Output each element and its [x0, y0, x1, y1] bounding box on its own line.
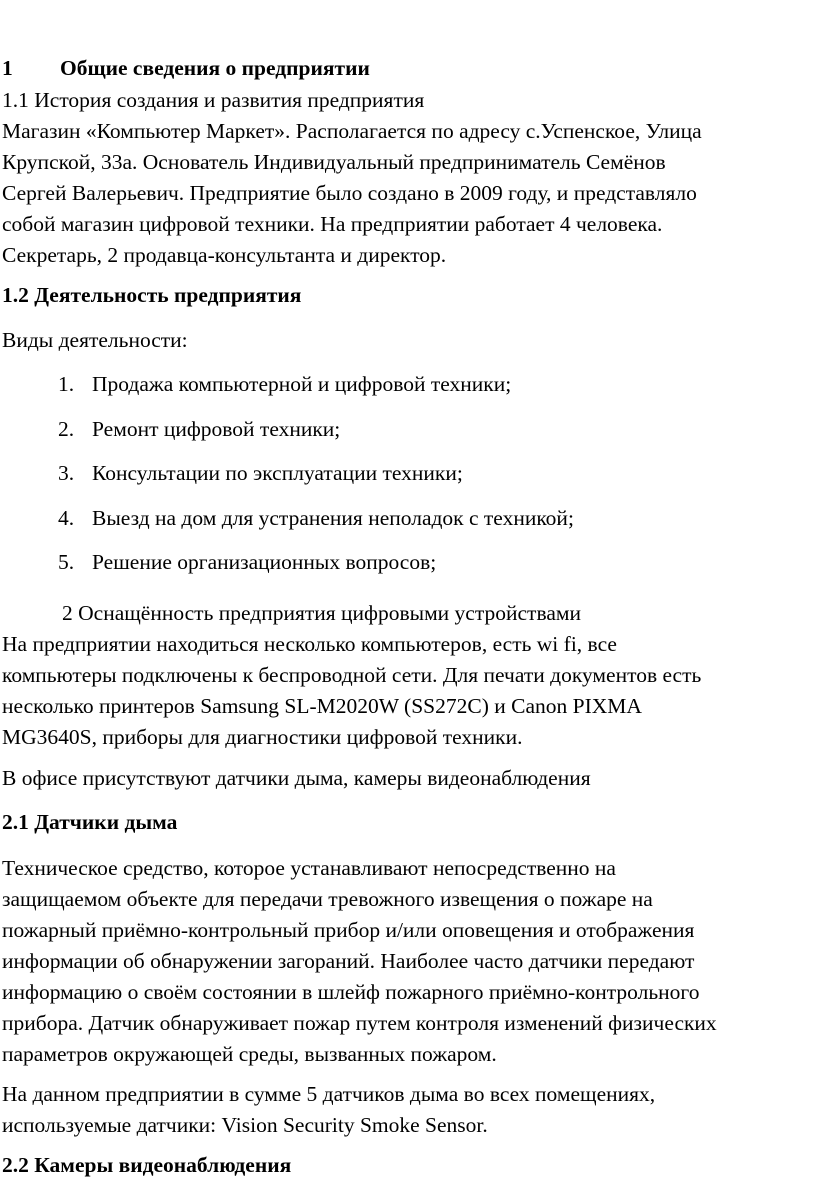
history-line: Магазин «Компьютер Маркет». Располагается по адресу с.Успенское, Улица — [2, 119, 702, 143]
list-item — [58, 458, 574, 503]
list-item-text: Продажа компьютерной и цифровой техники; — [92, 372, 512, 396]
smoke-line: информации об обнаружении загораний. Наиболее часто датчики передают — [2, 949, 695, 973]
history-paragraph — [2, 116, 814, 271]
history-line: Сергей Валерьевич. Предприятие было создано в 2009 году, и представляло — [2, 181, 697, 205]
equipment-line: На предприятии находиться несколько компьютеров, есть wi fi, все — [2, 632, 617, 656]
list-item — [58, 369, 574, 414]
smoke-line: Техническое средство, которое устанавливают непосредственно на — [2, 856, 616, 880]
equipment-line: MG3640S, приборы для диагностики цифровой техники. — [2, 725, 523, 749]
section-2-1-heading: 2.1 Датчики дыма — [2, 810, 178, 834]
list-item-number: 1. — [58, 372, 75, 396]
list-item-text: Консультации по эксплуатации техники; — [92, 461, 463, 485]
section-1-1-title: 1.1 История создания и развития предприятия — [2, 88, 425, 112]
smoke-line: информацию о своём состоянии в шлейф пожарного приёмно-контрольного — [2, 980, 700, 1004]
list-item — [58, 547, 574, 592]
list-item-text: Ремонт цифровой техники; — [92, 416, 341, 441]
list-item-text: Решение организационных вопросов; — [92, 550, 437, 574]
section-1-title: Общие сведения о предприятии — [60, 56, 370, 80]
section-1-number: 1 — [2, 56, 13, 80]
history-line: Крупской, 33а. Основатель Индивидуальный предприниматель Семёнов — [2, 150, 666, 174]
history-line: собой магазин цифровой техники. На предприятии работает 4 человека. — [2, 212, 663, 236]
equipment-line: несколько принтеров Samsung SL-M2020W (SS272C) и Canon PIXMA — [2, 694, 642, 718]
office-paragraph: В офисе присутствуют датчики дыма, камеры видеонаблюдения — [2, 766, 591, 790]
list-item-text: Выезд на дом для устранения неполадок с техникой; — [92, 505, 574, 530]
list-item-number: 5. — [58, 550, 75, 574]
detector-count-paragraph — [2, 1079, 814, 1141]
history-line: Секретарь, 2 продавца-консультанта и директор. — [2, 243, 447, 267]
smoke-line: прибора. Датчик обнаруживает пожар путем контроля изменений физических — [2, 1011, 717, 1035]
smoke-line: защищаемом объекте для передачи тревожного извещения о пожаре на — [2, 887, 653, 911]
section-2-2-heading: 2.2 Камеры видеонаблюдения — [2, 1153, 292, 1177]
section-1-heading — [2, 53, 370, 84]
activities-intro: Виды деятельности: — [2, 328, 188, 352]
activities-list — [58, 369, 574, 592]
section-1-2-heading: 1.2 Деятельность предприятия — [2, 283, 302, 307]
smoke-detector-paragraph — [2, 853, 814, 1070]
smoke-line: пожарный приёмно-контрольный прибор и/или оповещения и отображения — [2, 918, 695, 942]
list-item-number: 2. — [58, 416, 75, 441]
list-item-number: 3. — [58, 461, 75, 485]
equipment-line: компьютеры подключены к беспроводной сети. Для печати документов есть — [2, 663, 702, 687]
list-item — [58, 503, 574, 548]
smoke-line: параметров окружающей среды, вызванных пожаром. — [2, 1042, 497, 1066]
list-item — [58, 414, 574, 459]
equipment-paragraph — [2, 629, 814, 753]
detector-count-line: На данном предприятии в сумме 5 датчиков дыма во всех помещениях, — [2, 1082, 656, 1106]
detector-count-line: используемые датчики: Vision Security Smoke Sensor. — [2, 1113, 488, 1137]
section-2-heading: 2 Оснащённость предприятия цифровыми устройствами — [62, 601, 581, 625]
list-item-number: 4. — [58, 505, 75, 530]
